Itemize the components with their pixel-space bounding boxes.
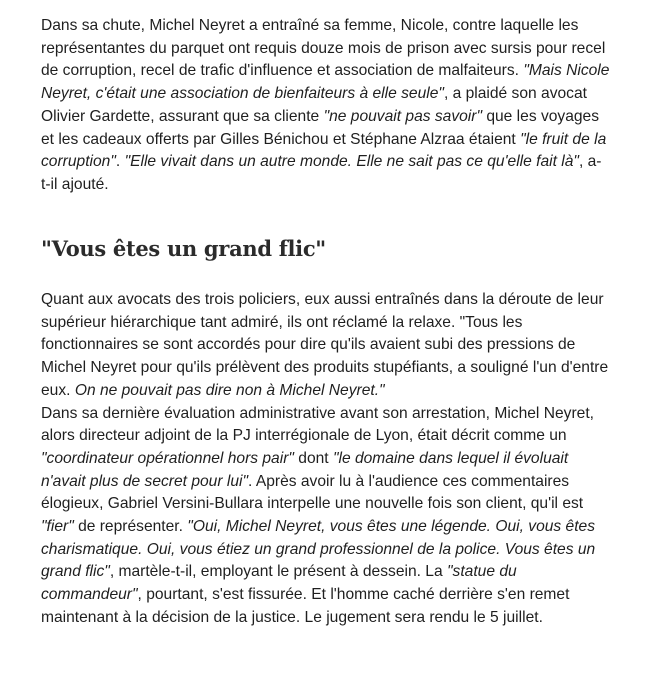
body-text: dont bbox=[293, 449, 333, 467]
body-text: de représenter. bbox=[73, 518, 188, 536]
quote-text: "Elle vivait dans un autre monde. Elle ne sait pas ce qu'elle fait là" bbox=[124, 153, 579, 171]
body-text: , a-t-il ajouté. bbox=[41, 153, 602, 193]
quote-text: "Mais Nicole Neyret, c'était une association de bienfaiteurs à elle seule" bbox=[41, 62, 610, 103]
paragraph-lawyers bbox=[41, 289, 611, 630]
body-text: Quant aux avocats des trois policiers, eux aussi entraînés dans la déroute de leur supérieur hiérarchique tant admiré, ils ont réclamé la relaxe. "Tous les fonctionnaires se sont accordés pour dire qu'ils avaient subi des pressions de Michel Neyret pour qu'ils prélèvent des produits stupéfiants, a souligné l'un d'entre eux. bbox=[41, 291, 609, 399]
quote-text: On ne pouvait pas dire non à Michel Neyret." bbox=[74, 381, 385, 399]
section-heading: "Vous êtes un grand flic" bbox=[41, 236, 326, 261]
quote-text: "fier" bbox=[41, 518, 74, 536]
body-text: Dans sa chute, Michel Neyret a entraîné sa femme, Nicole, contre laquelle les représentantes du parquet ont requis douze mois de prison avec sursis pour recel de corruption, recel de trafic d'influence et association de malfaiteurs. bbox=[41, 17, 606, 80]
quote-text: "ne pouvait pas savoir" bbox=[323, 107, 482, 125]
body-text: , a plaidé son avocat Olivier Gardette, assurant que sa cliente bbox=[41, 85, 587, 125]
quote-text: "le fruit de la corruption" bbox=[41, 130, 607, 171]
paragraph-intro bbox=[41, 15, 611, 197]
quote-text: "coordinateur opérationnel hors pair" bbox=[41, 449, 294, 467]
body-text: que les voyages et les cadeaux offerts par Gilles Bénichou et Stéphane Alzraa étaient bbox=[41, 107, 600, 148]
body-text: , pourtant, s'est fissurée. Et l'homme caché derrière s'en remet maintenant à la décision de la justice. Le jugement sera rendu le 5 juillet. bbox=[41, 586, 570, 626]
quote-text: "Oui, Michel Neyret, vous êtes une légende. Oui, vous êtes charismatique. Oui, vous étiez un grand professionnel de la police. Vous êtes un grand flic" bbox=[41, 518, 596, 581]
body-text: , martèle-t-il, employant le présent à dessein. La bbox=[109, 563, 447, 581]
quote-text: "le domaine dans lequel il évoluait n'avait plus de secret pour lui" bbox=[41, 449, 569, 490]
quote-text: "statue du commandeur" bbox=[41, 563, 517, 604]
body-text: Dans sa dernière évaluation administrative avant son arrestation, Michel Neyret, alors directeur adjoint de la PJ interrégionale de Lyon, était décrit comme un bbox=[41, 404, 594, 445]
body-text: . Après avoir lu à l'audience ces commentaires élogieux, Gabriel Versini-Bullara interpelle une nouvelle fois son client, qu'il est bbox=[41, 472, 584, 513]
body-text: . bbox=[115, 153, 125, 171]
